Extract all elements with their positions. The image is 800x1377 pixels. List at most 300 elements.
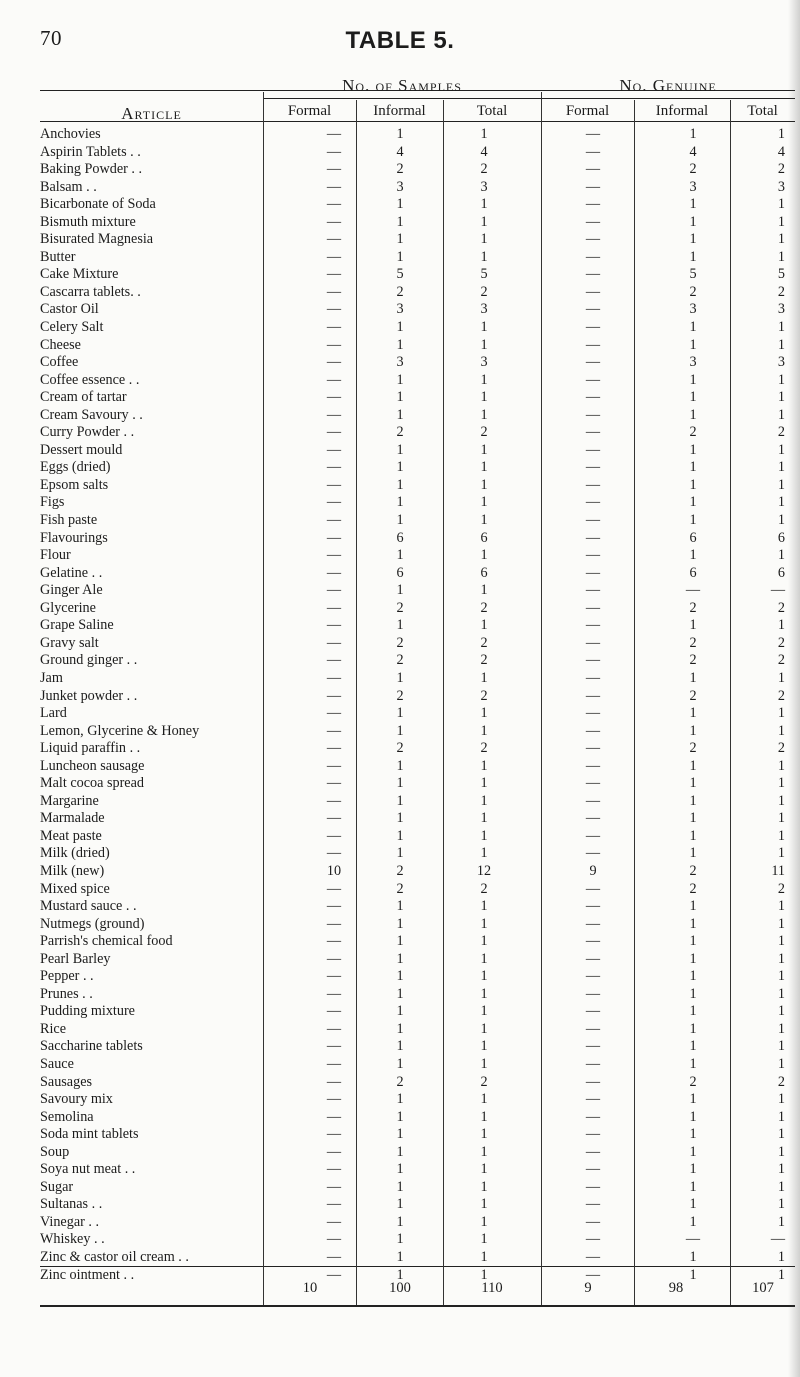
samples-formal-cell: — [326, 547, 342, 564]
genuine-total-cell: 1 [777, 1178, 785, 1195]
samples-total-cell: 2 [480, 1073, 488, 1090]
samples-total-cell: 1 [480, 705, 488, 722]
samples-informal-cell: 1 [396, 1055, 404, 1072]
samples-formal-cell: — [326, 933, 342, 950]
genuine-formal-cell: — [585, 1126, 601, 1143]
table-row [0, 1074, 800, 1092]
samples-formal-cell: — [326, 564, 342, 581]
genuine-formal-cell: — [585, 1108, 601, 1125]
genuine-formal-cell: — [585, 1178, 601, 1195]
genuine-total-cell: 1 [777, 1196, 785, 1213]
genuine-formal-cell: — [585, 354, 601, 371]
total-samples-total: 110 [481, 1280, 503, 1296]
genuine-informal-cell: 1 [689, 1266, 697, 1283]
genuine-total-cell: 1 [777, 1055, 785, 1072]
genuine-formal-cell: — [585, 985, 601, 1002]
genuine-informal-cell: 2 [689, 424, 697, 441]
samples-formal-cell: — [326, 336, 342, 353]
genuine-informal-cell: 1 [689, 1178, 697, 1195]
samples-total-cell: 5 [480, 266, 488, 283]
genuine-total-cell: 2 [777, 283, 785, 300]
table-row [0, 652, 800, 670]
table-row [0, 1021, 800, 1039]
samples-formal-cell: — [326, 1143, 342, 1160]
genuine-informal-cell: 1 [689, 705, 697, 722]
genuine-formal-cell: — [585, 1231, 601, 1248]
genuine-formal-cell: — [585, 669, 601, 686]
samples-formal-cell: — [326, 968, 342, 985]
samples-formal-cell: — [326, 950, 342, 967]
genuine-formal-cell: — [585, 248, 601, 265]
samples-total-cell: 2 [480, 161, 488, 178]
samples-total-cell: 2 [480, 880, 488, 897]
article-name: Rice [40, 1020, 66, 1037]
genuine-total-cell: 1 [777, 459, 785, 476]
genuine-total-cell: 2 [777, 740, 785, 757]
samples-total-cell: 1 [480, 898, 488, 915]
samples-total-cell: 1 [480, 669, 488, 686]
genuine-informal-cell: 1 [689, 1196, 697, 1213]
genuine-total-cell: 3 [777, 354, 785, 371]
samples-informal-cell: 1 [396, 1038, 404, 1055]
samples-informal-cell: 1 [396, 319, 404, 336]
samples-formal-cell: — [326, 1020, 342, 1037]
genuine-formal-cell: — [585, 722, 601, 739]
genuine-formal-cell: — [585, 512, 601, 529]
genuine-total-cell: — [770, 1231, 785, 1248]
samples-formal-cell: — [326, 266, 342, 283]
article-name: Milk (new) [40, 862, 105, 879]
article-name: Vinegar . . [40, 1213, 100, 1230]
samples-formal-cell: — [326, 740, 342, 757]
samples-total-cell: 1 [480, 196, 488, 213]
genuine-informal-cell: 6 [689, 564, 697, 581]
genuine-informal-cell: 1 [689, 1091, 697, 1108]
samples-informal-cell: 1 [396, 1178, 404, 1195]
article-name: Anchovies [40, 126, 101, 142]
genuine-total-cell: 6 [777, 564, 785, 581]
samples-informal-cell: 2 [396, 740, 404, 757]
genuine-informal-cell: 1 [689, 1003, 697, 1020]
genuine-formal-cell: — [585, 1266, 601, 1283]
samples-formal-cell: — [326, 389, 342, 406]
article-name: Celery Salt [40, 319, 104, 336]
table-row [0, 1231, 800, 1249]
article-name: Marmalade [40, 810, 105, 827]
genuine-total-cell: 1 [777, 1249, 785, 1265]
samples-informal-cell: 6 [396, 564, 404, 581]
samples-informal-cell: 1 [396, 757, 404, 774]
samples-total-cell: 1 [480, 915, 488, 932]
samples-total-cell: 6 [480, 529, 488, 546]
genuine-formal-cell: — [585, 599, 601, 616]
table-row [0, 530, 800, 548]
samples-informal-cell: 1 [396, 547, 404, 564]
genuine-formal-cell: — [585, 564, 601, 581]
genuine-total-cell: 1 [777, 213, 785, 230]
article-name: Savoury mix [40, 1091, 113, 1108]
table-row [0, 723, 800, 741]
article-name: Semolina [40, 1108, 94, 1125]
samples-total-cell: 1 [480, 336, 488, 353]
samples-informal-cell: 1 [396, 213, 404, 230]
table-row [0, 301, 800, 319]
samples-formal-cell: — [326, 880, 342, 897]
genuine-formal-cell: — [585, 459, 601, 476]
samples-formal-cell: — [326, 898, 342, 915]
samples-total-cell: 1 [480, 1196, 488, 1213]
samples-formal-cell: — [326, 1213, 342, 1230]
article-name: Curry Powder . . [40, 424, 135, 441]
genuine-informal-cell: 3 [689, 354, 697, 371]
genuine-total-cell: 1 [777, 406, 785, 423]
samples-formal-cell: — [326, 1038, 342, 1055]
samples-informal-cell: 1 [396, 775, 404, 792]
samples-formal-cell: — [326, 1178, 342, 1195]
genuine-total-cell: 1 [777, 231, 785, 248]
table-row [0, 161, 800, 179]
samples-informal-cell: 1 [396, 810, 404, 827]
samples-formal-cell: — [326, 354, 342, 371]
genuine-formal-cell: — [585, 1161, 601, 1178]
samples-total-cell: 1 [480, 1266, 488, 1283]
samples-formal-cell: — [326, 1161, 342, 1178]
genuine-informal-cell: 1 [689, 1143, 697, 1160]
samples-formal-cell: — [326, 178, 342, 195]
samples-formal-cell: — [326, 494, 342, 511]
article-name: Aspirin Tablets . . [40, 143, 141, 160]
table-row [0, 810, 800, 828]
table-row [0, 547, 800, 565]
article-name: Mustard sauce . . [40, 898, 137, 915]
samples-total-cell: 1 [480, 319, 488, 336]
genuine-formal-cell: — [585, 915, 601, 932]
genuine-total-cell: 1 [777, 705, 785, 722]
genuine-formal-cell: — [585, 740, 601, 757]
genuine-total-cell: 2 [777, 1073, 785, 1090]
table-row [0, 372, 800, 390]
samples-formal-cell: — [326, 1108, 342, 1125]
genuine-informal-cell: 1 [689, 1126, 697, 1143]
samples-total-cell: 2 [480, 599, 488, 616]
genuine-formal-cell: — [585, 898, 601, 915]
table-row [0, 1126, 800, 1144]
samples-informal-cell: 1 [396, 705, 404, 722]
article-name: Flavourings [40, 529, 108, 546]
genuine-informal-cell: — [685, 582, 701, 599]
samples-formal-cell: — [326, 827, 342, 844]
genuine-formal-header: Formal [565, 103, 610, 119]
genuine-total-cell: 1 [777, 933, 785, 950]
samples-informal-cell: 1 [396, 1126, 404, 1143]
genuine-total-cell: 1 [777, 441, 785, 458]
article-name: Butter [40, 248, 76, 265]
genuine-informal-cell: 1 [689, 669, 697, 686]
genuine-formal-cell: — [585, 933, 601, 950]
samples-informal-cell: 1 [396, 898, 404, 915]
table-row [0, 266, 800, 284]
samples-informal-cell: 5 [396, 266, 404, 283]
samples-informal-cell: 2 [396, 862, 404, 879]
genuine-informal-cell: 1 [689, 248, 697, 265]
table-row [0, 1196, 800, 1214]
genuine-formal-cell: — [585, 827, 601, 844]
genuine-formal-cell: — [585, 178, 601, 195]
genuine-total-cell: 1 [777, 617, 785, 634]
genuine-informal-cell: 1 [689, 126, 697, 142]
samples-informal-header: Informal [373, 103, 426, 119]
samples-formal-cell: — [326, 319, 342, 336]
table-row [0, 407, 800, 425]
samples-total-cell: 1 [480, 1249, 488, 1265]
article-name: Soup [40, 1143, 70, 1160]
genuine-formal-cell: — [585, 1213, 601, 1230]
genuine-informal-cell: 1 [689, 476, 697, 493]
samples-formal-cell: — [326, 424, 342, 441]
article-name: Cream Savoury . . [40, 406, 143, 423]
table-row [0, 231, 800, 249]
table-row [0, 635, 800, 653]
samples-total-cell: 1 [480, 933, 488, 950]
table-row [0, 1249, 800, 1267]
genuine-formal-cell: — [585, 231, 601, 248]
table-title: TABLE 5. [345, 27, 455, 54]
samples-informal-cell: 1 [396, 827, 404, 844]
samples-formal-cell: — [326, 669, 342, 686]
table-row [0, 442, 800, 460]
samples-formal-cell: — [326, 371, 342, 388]
genuine-formal-cell: — [585, 547, 601, 564]
genuine-header: No. Genuine [619, 76, 717, 95]
table-row [0, 249, 800, 267]
genuine-total-cell: 2 [777, 424, 785, 441]
article-name: Lard [40, 705, 67, 722]
genuine-total-cell: 2 [777, 599, 785, 616]
genuine-informal-cell: 6 [689, 529, 697, 546]
samples-formal-cell: — [326, 1231, 342, 1248]
samples-formal-cell: — [326, 196, 342, 213]
samples-total-cell: 1 [480, 845, 488, 862]
article-name: Mixed spice [40, 880, 110, 897]
genuine-formal-cell: — [585, 757, 601, 774]
samples-total-cell: 3 [480, 178, 488, 195]
table-row [0, 1144, 800, 1162]
samples-informal-cell: 2 [396, 599, 404, 616]
samples-formal-cell: — [326, 617, 342, 634]
table-row [0, 1038, 800, 1056]
genuine-informal-cell: 1 [689, 196, 697, 213]
samples-total-cell: 1 [480, 1091, 488, 1108]
samples-informal-cell: 1 [396, 985, 404, 1002]
samples-total-cell: 1 [480, 441, 488, 458]
genuine-informal-cell: 1 [689, 1108, 697, 1125]
article-name: Whiskey . . [40, 1231, 105, 1248]
samples-formal-cell: — [326, 687, 342, 704]
genuine-informal-cell: 2 [689, 161, 697, 178]
samples-informal-cell: 1 [396, 1143, 404, 1160]
samples-total-cell: 1 [480, 1108, 488, 1125]
genuine-formal-cell: — [585, 634, 601, 651]
genuine-total-cell: 1 [777, 547, 785, 564]
genuine-formal-cell: — [585, 1143, 601, 1160]
table-row [0, 284, 800, 302]
article-name: Bismuth mixture [40, 213, 136, 230]
genuine-total-cell: 1 [777, 371, 785, 388]
article-name: Junket powder . . [40, 687, 138, 704]
genuine-formal-cell: — [585, 705, 601, 722]
samples-total-cell: 1 [480, 459, 488, 476]
genuine-total-cell: 1 [777, 722, 785, 739]
genuine-informal-cell: 2 [689, 687, 697, 704]
samples-informal-cell: 1 [396, 389, 404, 406]
samples-formal-cell: — [326, 1126, 342, 1143]
genuine-total-cell: 1 [777, 126, 785, 142]
samples-informal-cell: 1 [396, 512, 404, 529]
genuine-total-cell: 1 [777, 1161, 785, 1178]
samples-total-cell: 1 [480, 1143, 488, 1160]
genuine-informal-cell: 1 [689, 1161, 697, 1178]
genuine-formal-cell: — [585, 1091, 601, 1108]
article-name: Cheese [40, 336, 81, 353]
samples-total-cell: 1 [480, 1213, 488, 1230]
article-name: Pearl Barley [40, 950, 111, 967]
article-name: Ground ginger . . [40, 652, 138, 669]
table-row [0, 705, 800, 723]
samples-total-cell: 1 [480, 582, 488, 599]
genuine-informal-cell: 1 [689, 775, 697, 792]
genuine-total-cell: 1 [777, 1108, 785, 1125]
article-name: Sauce [40, 1055, 74, 1072]
article-name: Gelatine . . [40, 564, 103, 581]
samples-total-cell: 1 [480, 406, 488, 423]
table-row [0, 582, 800, 600]
genuine-total-cell: 5 [777, 266, 785, 283]
article-name: Sugar [40, 1178, 74, 1195]
genuine-total-cell: 1 [777, 915, 785, 932]
genuine-formal-cell: — [585, 845, 601, 862]
genuine-formal-cell: 9 [589, 862, 597, 879]
genuine-total-header: Total [747, 103, 778, 119]
genuine-informal-cell: 5 [689, 266, 697, 283]
samples-informal-cell: 3 [396, 354, 404, 371]
samples-total-cell: 1 [480, 547, 488, 564]
samples-informal-cell: 1 [396, 1196, 404, 1213]
genuine-formal-cell: — [585, 1249, 601, 1265]
samples-total-cell: 1 [480, 494, 488, 511]
article-name: Epsom salts [40, 476, 109, 493]
samples-total-cell: 1 [480, 810, 488, 827]
genuine-informal-cell: 1 [689, 371, 697, 388]
table-row [0, 986, 800, 1004]
samples-total-cell: 1 [480, 126, 488, 142]
genuine-informal-cell: 1 [689, 898, 697, 915]
genuine-formal-cell: — [585, 652, 601, 669]
article-name: Cake Mixture [40, 266, 119, 283]
samples-informal-cell: 1 [396, 1213, 404, 1230]
genuine-total-cell: 1 [777, 810, 785, 827]
genuine-informal-cell: 1 [689, 441, 697, 458]
total-genuine-total: 107 [752, 1280, 774, 1296]
samples-total-cell: 1 [480, 757, 488, 774]
article-name: Meat paste [40, 827, 102, 844]
samples-informal-cell: 1 [396, 845, 404, 862]
samples-informal-cell: 1 [396, 459, 404, 476]
total-genuine-formal: 9 [584, 1280, 592, 1296]
genuine-total-cell: 1 [777, 775, 785, 792]
samples-formal-cell: — [326, 634, 342, 651]
samples-informal-cell: 2 [396, 652, 404, 669]
article-name: Luncheon sausage [40, 757, 145, 774]
genuine-formal-cell: — [585, 424, 601, 441]
samples-total-cell: 6 [480, 564, 488, 581]
article-name: Dessert mould [40, 441, 123, 458]
samples-total-cell: 2 [480, 283, 488, 300]
samples-informal-cell: 1 [396, 950, 404, 967]
samples-total-cell: 12 [476, 862, 492, 879]
total-samples-formal: 10 [302, 1280, 318, 1296]
genuine-informal-cell: 1 [689, 985, 697, 1002]
samples-informal-cell: 1 [396, 1249, 404, 1265]
genuine-formal-cell: — [585, 336, 601, 353]
genuine-total-cell: 1 [777, 1020, 785, 1037]
samples-informal-cell: 2 [396, 424, 404, 441]
genuine-total-cell: 1 [777, 1091, 785, 1108]
samples-total-cell: 1 [480, 1161, 488, 1178]
genuine-total-cell: 3 [777, 301, 785, 318]
article-name: Sausages [40, 1073, 93, 1090]
article-name: Milk (dried) [40, 845, 110, 862]
samples-formal-cell: — [326, 1003, 342, 1020]
samples-total-cell: 1 [480, 985, 488, 1002]
samples-total-cell: 1 [480, 389, 488, 406]
article-name: Margarine [40, 792, 99, 809]
genuine-formal-cell: — [585, 494, 601, 511]
article-name: Sultanas . . [40, 1196, 103, 1213]
genuine-informal-cell: 3 [689, 301, 697, 318]
genuine-formal-cell: — [585, 389, 601, 406]
genuine-formal-cell: — [585, 687, 601, 704]
genuine-informal-cell: 1 [689, 1020, 697, 1037]
samples-total-cell: 2 [480, 424, 488, 441]
genuine-total-cell: 1 [777, 494, 785, 511]
table-row [0, 144, 800, 162]
genuine-informal-cell: 1 [689, 1038, 697, 1055]
genuine-informal-cell: 1 [689, 336, 697, 353]
genuine-informal-cell: 2 [689, 599, 697, 616]
samples-total-cell: 3 [480, 354, 488, 371]
total-genuine-informal: 98 [668, 1280, 684, 1296]
genuine-formal-cell: — [585, 792, 601, 809]
samples-informal-cell: 1 [396, 494, 404, 511]
samples-informal-cell: 1 [396, 231, 404, 248]
table-row [0, 1056, 800, 1074]
genuine-informal-cell: — [685, 1231, 701, 1248]
samples-total-cell: 1 [480, 1178, 488, 1195]
page-number: 70 [40, 26, 62, 50]
table-row [0, 337, 800, 355]
table-row [0, 740, 800, 758]
samples-header: No. of Samples [342, 76, 462, 95]
genuine-formal-cell: — [585, 775, 601, 792]
genuine-formal-cell: — [585, 406, 601, 423]
samples-formal-cell: — [326, 1266, 342, 1283]
genuine-total-cell: 1 [777, 845, 785, 862]
samples-informal-cell: 1 [396, 1003, 404, 1020]
genuine-total-cell: 1 [777, 669, 785, 686]
samples-informal-cell: 1 [396, 617, 404, 634]
table-row [0, 565, 800, 583]
article-name: Gravy salt [40, 634, 99, 651]
